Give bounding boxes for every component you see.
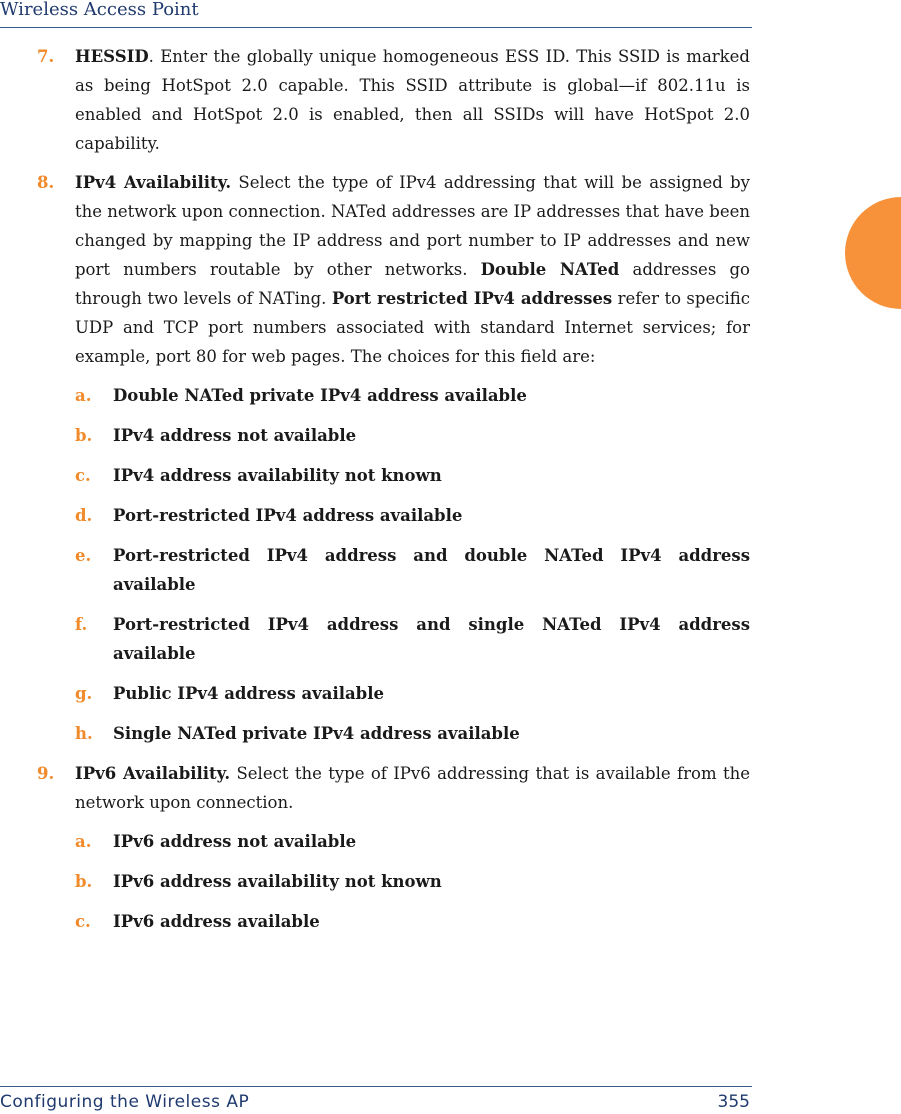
bold-term: Double NATed — [480, 260, 620, 279]
sub-item-letter: c. — [75, 466, 91, 485]
sub-list-item — [75, 421, 750, 450]
item-number: 7. — [37, 47, 55, 66]
sub-item-text: Port-restricted IPv4 address and single NATed IPv4 address available — [113, 615, 750, 663]
sub-list-item — [75, 541, 750, 599]
header-rule — [0, 27, 752, 28]
sub-list-item — [75, 907, 750, 936]
sub-item-text: IPv6 address not available — [113, 832, 357, 851]
list-item — [37, 168, 750, 371]
sub-item-letter: f. — [75, 615, 88, 634]
sub-item-text: Public IPv4 address available — [113, 684, 384, 703]
sub-list-item — [75, 719, 750, 748]
sub-item-text: Port-restricted IPv4 address available — [113, 506, 463, 525]
sub-item-letter: a. — [75, 386, 92, 405]
item-text — [75, 759, 750, 817]
item-number: 8. — [37, 173, 55, 192]
footer-section-title: Configuring the Wireless AP — [0, 1092, 250, 1112]
item-number: 9. — [37, 764, 55, 783]
bold-term: Port restricted IPv4 addresses — [331, 289, 613, 308]
text-run: refer to specific UDP and TCP port numbers associated with standard Internet services; for example, port 80 for web pages. The choices for this field are: — [75, 289, 750, 366]
sub-item-letter: c. — [75, 912, 91, 931]
sub-item-text: IPv6 address available — [113, 912, 320, 931]
sub-list-item — [75, 610, 750, 668]
sub-item-letter: b. — [75, 872, 93, 891]
bold-term: IPv4 Availability. — [75, 173, 232, 192]
sub-item-text: IPv4 address not available — [113, 426, 357, 445]
page-number: 355 — [717, 1092, 750, 1112]
sub-list-item — [75, 679, 750, 708]
sub-item-letter: d. — [75, 506, 93, 525]
page-body — [37, 42, 750, 947]
text-run: Select the type of IPv6 addressing that is available from the network upon connection. — [75, 764, 750, 812]
bold-term: IPv6 Availability. — [75, 764, 231, 783]
item-text — [75, 168, 750, 371]
sub-item-text: Single NATed private IPv4 address available — [113, 724, 520, 743]
sub-item-letter: a. — [75, 832, 92, 851]
sub-list-item — [75, 501, 750, 530]
sub-item-letter: g. — [75, 684, 93, 703]
sub-item-text: Port-restricted IPv4 address and double NATed IPv4 address available — [113, 546, 750, 594]
bold-term: HESSID — [75, 47, 149, 66]
text-run: addresses go through two levels of NATing. — [75, 260, 750, 308]
text-run: . Enter the globally unique homogeneous ESS ID. This SSID is marked as being HotSpot 2.0 capable. This SSID attribute is global—if 802.11u is enabled and HotSpot 2.0 is enabled, then all SSIDs will have HotSpot 2.0 capability. — [75, 47, 750, 153]
sub-item-text: IPv6 address availability not known — [113, 872, 442, 891]
sub-list-item — [75, 827, 750, 856]
text-run: Select the type of IPv4 addressing that will be assigned by the network upon connection. NATed addresses are IP addresses that have been changed by mapping the IP address and port number to IP addresses and new port numbers routable by other networks. — [75, 173, 750, 279]
sub-item-text: IPv4 address availability not known — [113, 466, 442, 485]
sub-list-item — [75, 461, 750, 490]
sub-list-item — [75, 867, 750, 896]
sub-item-letter: b. — [75, 426, 93, 445]
list-item — [37, 42, 750, 158]
list-item — [37, 759, 750, 817]
item-text — [75, 42, 750, 158]
sub-item-text: Double NATed private IPv4 address available — [113, 386, 527, 405]
footer-rule — [0, 1086, 752, 1087]
sub-list-item — [75, 381, 750, 410]
sub-item-letter: e. — [75, 546, 92, 565]
sub-item-letter: h. — [75, 724, 93, 743]
chapter-tab — [845, 197, 901, 309]
running-header-title: Wireless Access Point — [0, 0, 199, 20]
